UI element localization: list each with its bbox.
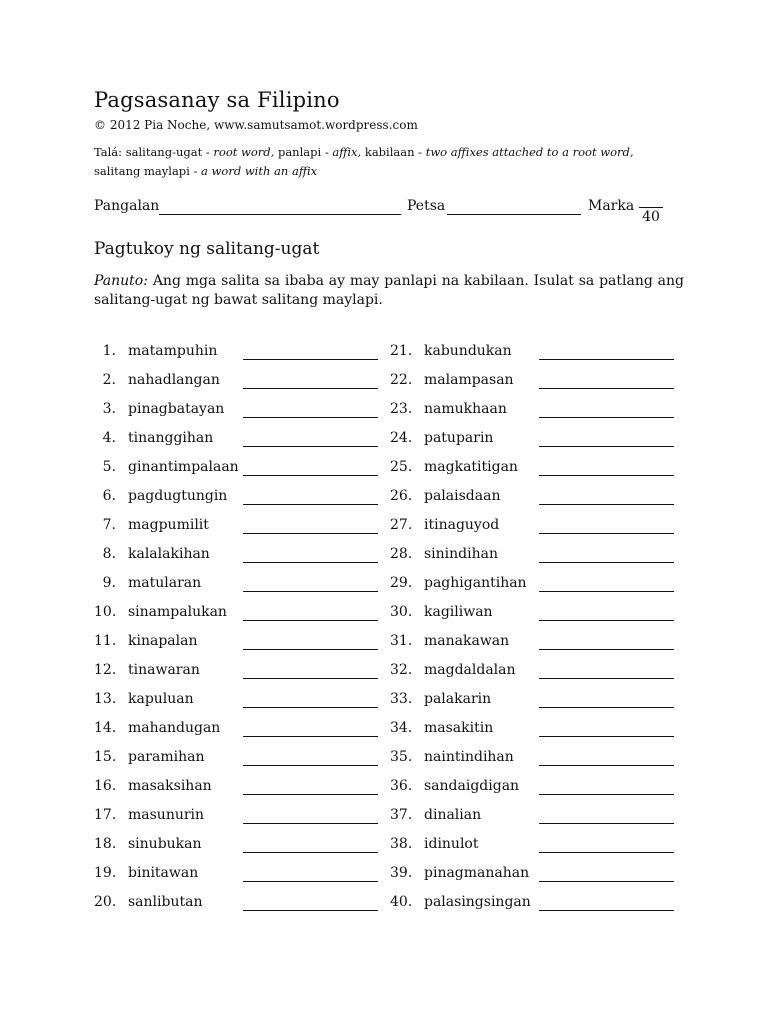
list-item [390,691,680,713]
item-word: masaksihan [128,778,212,794]
item-number: 40. [390,894,413,910]
answer-blank[interactable] [539,910,674,911]
answer-blank[interactable] [243,678,378,679]
name-label: Pangalan [94,198,160,214]
term-affix: panlapi - [277,145,329,159]
item-word: masunurin [128,807,205,823]
item-word: sandaigdigan [424,778,520,794]
list-item [94,430,384,452]
list-item [94,894,384,916]
item-word: manakawan [424,633,510,649]
answer-blank[interactable] [539,881,674,882]
answer-blank[interactable] [539,794,674,795]
list-item [94,459,384,481]
item-word: malampasan [424,372,514,388]
item-number: 9. [102,575,116,591]
item-number: 1. [102,343,116,359]
list-item [94,749,384,771]
item-number: 30. [390,604,413,620]
item-word: matularan [128,575,202,591]
instructions [94,272,684,310]
answer-blank[interactable] [539,475,674,476]
item-word: itinaguyod [424,517,500,533]
note-label: Talá: [94,145,123,159]
answer-blank[interactable] [539,504,674,505]
item-word: tinanggihan [128,430,214,446]
item-word: nahadlangan [128,372,220,388]
list-item [94,691,384,713]
list-item [390,604,680,626]
list-item [390,633,680,655]
list-item [94,633,384,655]
item-number: 14. [94,720,117,736]
item-word: sinindihan [424,546,498,562]
item-number: 23. [390,401,413,417]
list-item [94,662,384,684]
answer-blank[interactable] [539,591,674,592]
list-item [94,865,384,887]
answer-blank[interactable] [539,852,674,853]
answer-blank[interactable] [539,388,674,389]
list-item [94,517,384,539]
item-number: 35. [390,749,413,765]
list-item [390,488,680,510]
item-number: 15. [94,749,117,765]
item-word: pagdugtungin [128,488,228,504]
list-item [94,546,384,568]
section-title: Pagtukoy ng salitang-ugat [94,239,320,259]
list-item [94,720,384,742]
answer-blank[interactable] [243,794,378,795]
copyright-line: © 2012 Pia Noche, www.samutsamot.wordpress.com [94,118,418,132]
item-word: kabundukan [424,343,512,359]
item-word: kapuluan [128,691,194,707]
item-number: 27. [390,517,413,533]
list-item [390,430,680,452]
list-item [390,517,680,539]
score-total: 40 [642,209,660,225]
item-number: 34. [390,720,413,736]
item-number: 28. [390,546,413,562]
item-number: 38. [390,836,413,852]
item-word: tinawaran [128,662,200,678]
answer-blank[interactable] [243,475,378,476]
list-item [390,749,680,771]
answer-blank[interactable] [243,591,378,592]
list-item [94,575,384,597]
answer-blank[interactable] [539,417,674,418]
item-word: palaisdaan [424,488,501,504]
item-word: mahandugan [128,720,221,736]
list-item [94,343,384,365]
item-word: masakitin [424,720,494,736]
answer-blank[interactable] [243,620,378,621]
item-word: binitawan [128,865,199,881]
answer-blank[interactable] [539,678,674,679]
item-number: 6. [102,488,116,504]
answer-blank[interactable] [539,765,674,766]
item-word: paghigantihan [424,575,527,591]
item-number: 2. [102,372,116,388]
item-number: 5. [102,459,116,475]
list-item [94,488,384,510]
item-word: kinapalan [128,633,198,649]
item-number: 31. [390,633,413,649]
date-label: Petsa [407,198,446,214]
item-word: dinalian [424,807,482,823]
list-item [390,894,680,916]
item-word: pinagbatayan [128,401,225,417]
page-title: Pagsasanay sa Filipino [94,88,340,112]
answer-blank[interactable] [243,823,378,824]
def-root-word: root word, [213,145,275,159]
item-word: pinagmanahan [424,865,530,881]
item-word: ginantimpalaan [128,459,239,475]
item-word: magpumilit [128,517,209,533]
name-field[interactable] [159,214,401,215]
item-word: magdaldalan [424,662,516,678]
answer-blank[interactable] [243,388,378,389]
term-circumfix: kabilaan - [364,145,423,159]
answer-blank[interactable] [539,736,674,737]
score-fraction[interactable] [639,200,663,225]
item-number: 3. [102,401,116,417]
answer-blank[interactable] [539,446,674,447]
item-word: sinampalukan [128,604,227,620]
item-number: 25. [390,459,413,475]
list-item [390,575,680,597]
item-word: kagiliwan [424,604,493,620]
list-item [94,372,384,394]
item-number: 37. [390,807,413,823]
answer-blank[interactable] [243,881,378,882]
date-field[interactable] [447,214,581,215]
answer-blank[interactable] [243,765,378,766]
list-item [390,778,680,800]
list-item [94,836,384,858]
item-number: 12. [94,662,117,678]
item-number: 17. [94,807,117,823]
item-number: 24. [390,430,413,446]
answer-blank[interactable] [243,359,378,360]
list-item [390,807,680,829]
instructions-text: Ang mga salita sa ibaba ay may panlapi na kabilaan. Isulat sa patlang ang salitang-ugat ng bawat salitang maylapi. [94,273,684,308]
answer-blank[interactable] [243,852,378,853]
item-word: idinulot [424,836,479,852]
list-item [390,836,680,858]
item-number: 11. [94,633,117,649]
item-number: 33. [390,691,413,707]
answer-blank[interactable] [243,562,378,563]
list-item [390,372,680,394]
answer-blank[interactable] [243,649,378,650]
list-item [94,778,384,800]
answer-blank[interactable] [243,910,378,911]
item-word: sinubukan [128,836,202,852]
answer-blank[interactable] [243,446,378,447]
answer-blank[interactable] [243,533,378,534]
item-number: 36. [390,778,413,794]
item-number: 22. [390,372,413,388]
item-number: 21. [390,343,413,359]
item-word: matampuhin [128,343,218,359]
item-number: 18. [94,836,117,852]
item-word: sanlibutan [128,894,203,910]
list-item [94,807,384,829]
list-item [390,343,680,365]
answer-blank[interactable] [539,707,674,708]
list-item [390,401,680,423]
item-number: 7. [102,517,116,533]
answer-blank[interactable] [539,562,674,563]
item-number: 8. [102,546,116,562]
score-field[interactable] [639,207,663,208]
item-word: patuparin [424,430,494,446]
student-info-fields [94,198,674,228]
answer-blank[interactable] [539,359,674,360]
list-item [94,604,384,626]
list-item [390,662,680,684]
answer-blank[interactable] [539,533,674,534]
item-word: kalalakihan [128,546,210,562]
item-number: 32. [390,662,413,678]
item-word: paramihan [128,749,205,765]
answer-blank[interactable] [243,707,378,708]
answer-blank[interactable] [243,417,378,418]
answer-blank[interactable] [539,823,674,824]
item-word: magkatitigan [424,459,518,475]
answer-blank[interactable] [539,649,674,650]
item-word: naintindihan [424,749,514,765]
item-number: 4. [102,430,116,446]
score-label: Marka [588,198,635,214]
item-number: 26. [390,488,413,504]
item-number: 13. [94,691,117,707]
item-word: palasingsingan [424,894,531,910]
item-word: namukhaan [424,401,507,417]
answer-blank[interactable] [243,736,378,737]
list-item [390,865,680,887]
glossary-note [94,143,654,181]
item-number: 39. [390,865,413,881]
term-root-word: salitang-ugat - [125,145,210,159]
instructions-label: Panuto: [94,273,148,289]
def-affix: affix, [332,145,362,159]
answer-blank[interactable] [243,504,378,505]
term-affixed-word: salitang maylapi - [94,164,198,178]
item-number: 19. [94,865,117,881]
item-number: 29. [390,575,413,591]
list-item [94,401,384,423]
def-affixed-word: a word with an affix [201,164,318,178]
answer-blank[interactable] [539,620,674,621]
item-number: 16. [94,778,117,794]
list-item [390,459,680,481]
list-item [390,720,680,742]
item-number: 10. [94,604,117,620]
item-number: 20. [94,894,117,910]
item-word: palakarin [424,691,492,707]
def-circumfix: two affixes attached to a root word, [425,145,634,159]
list-item [390,546,680,568]
